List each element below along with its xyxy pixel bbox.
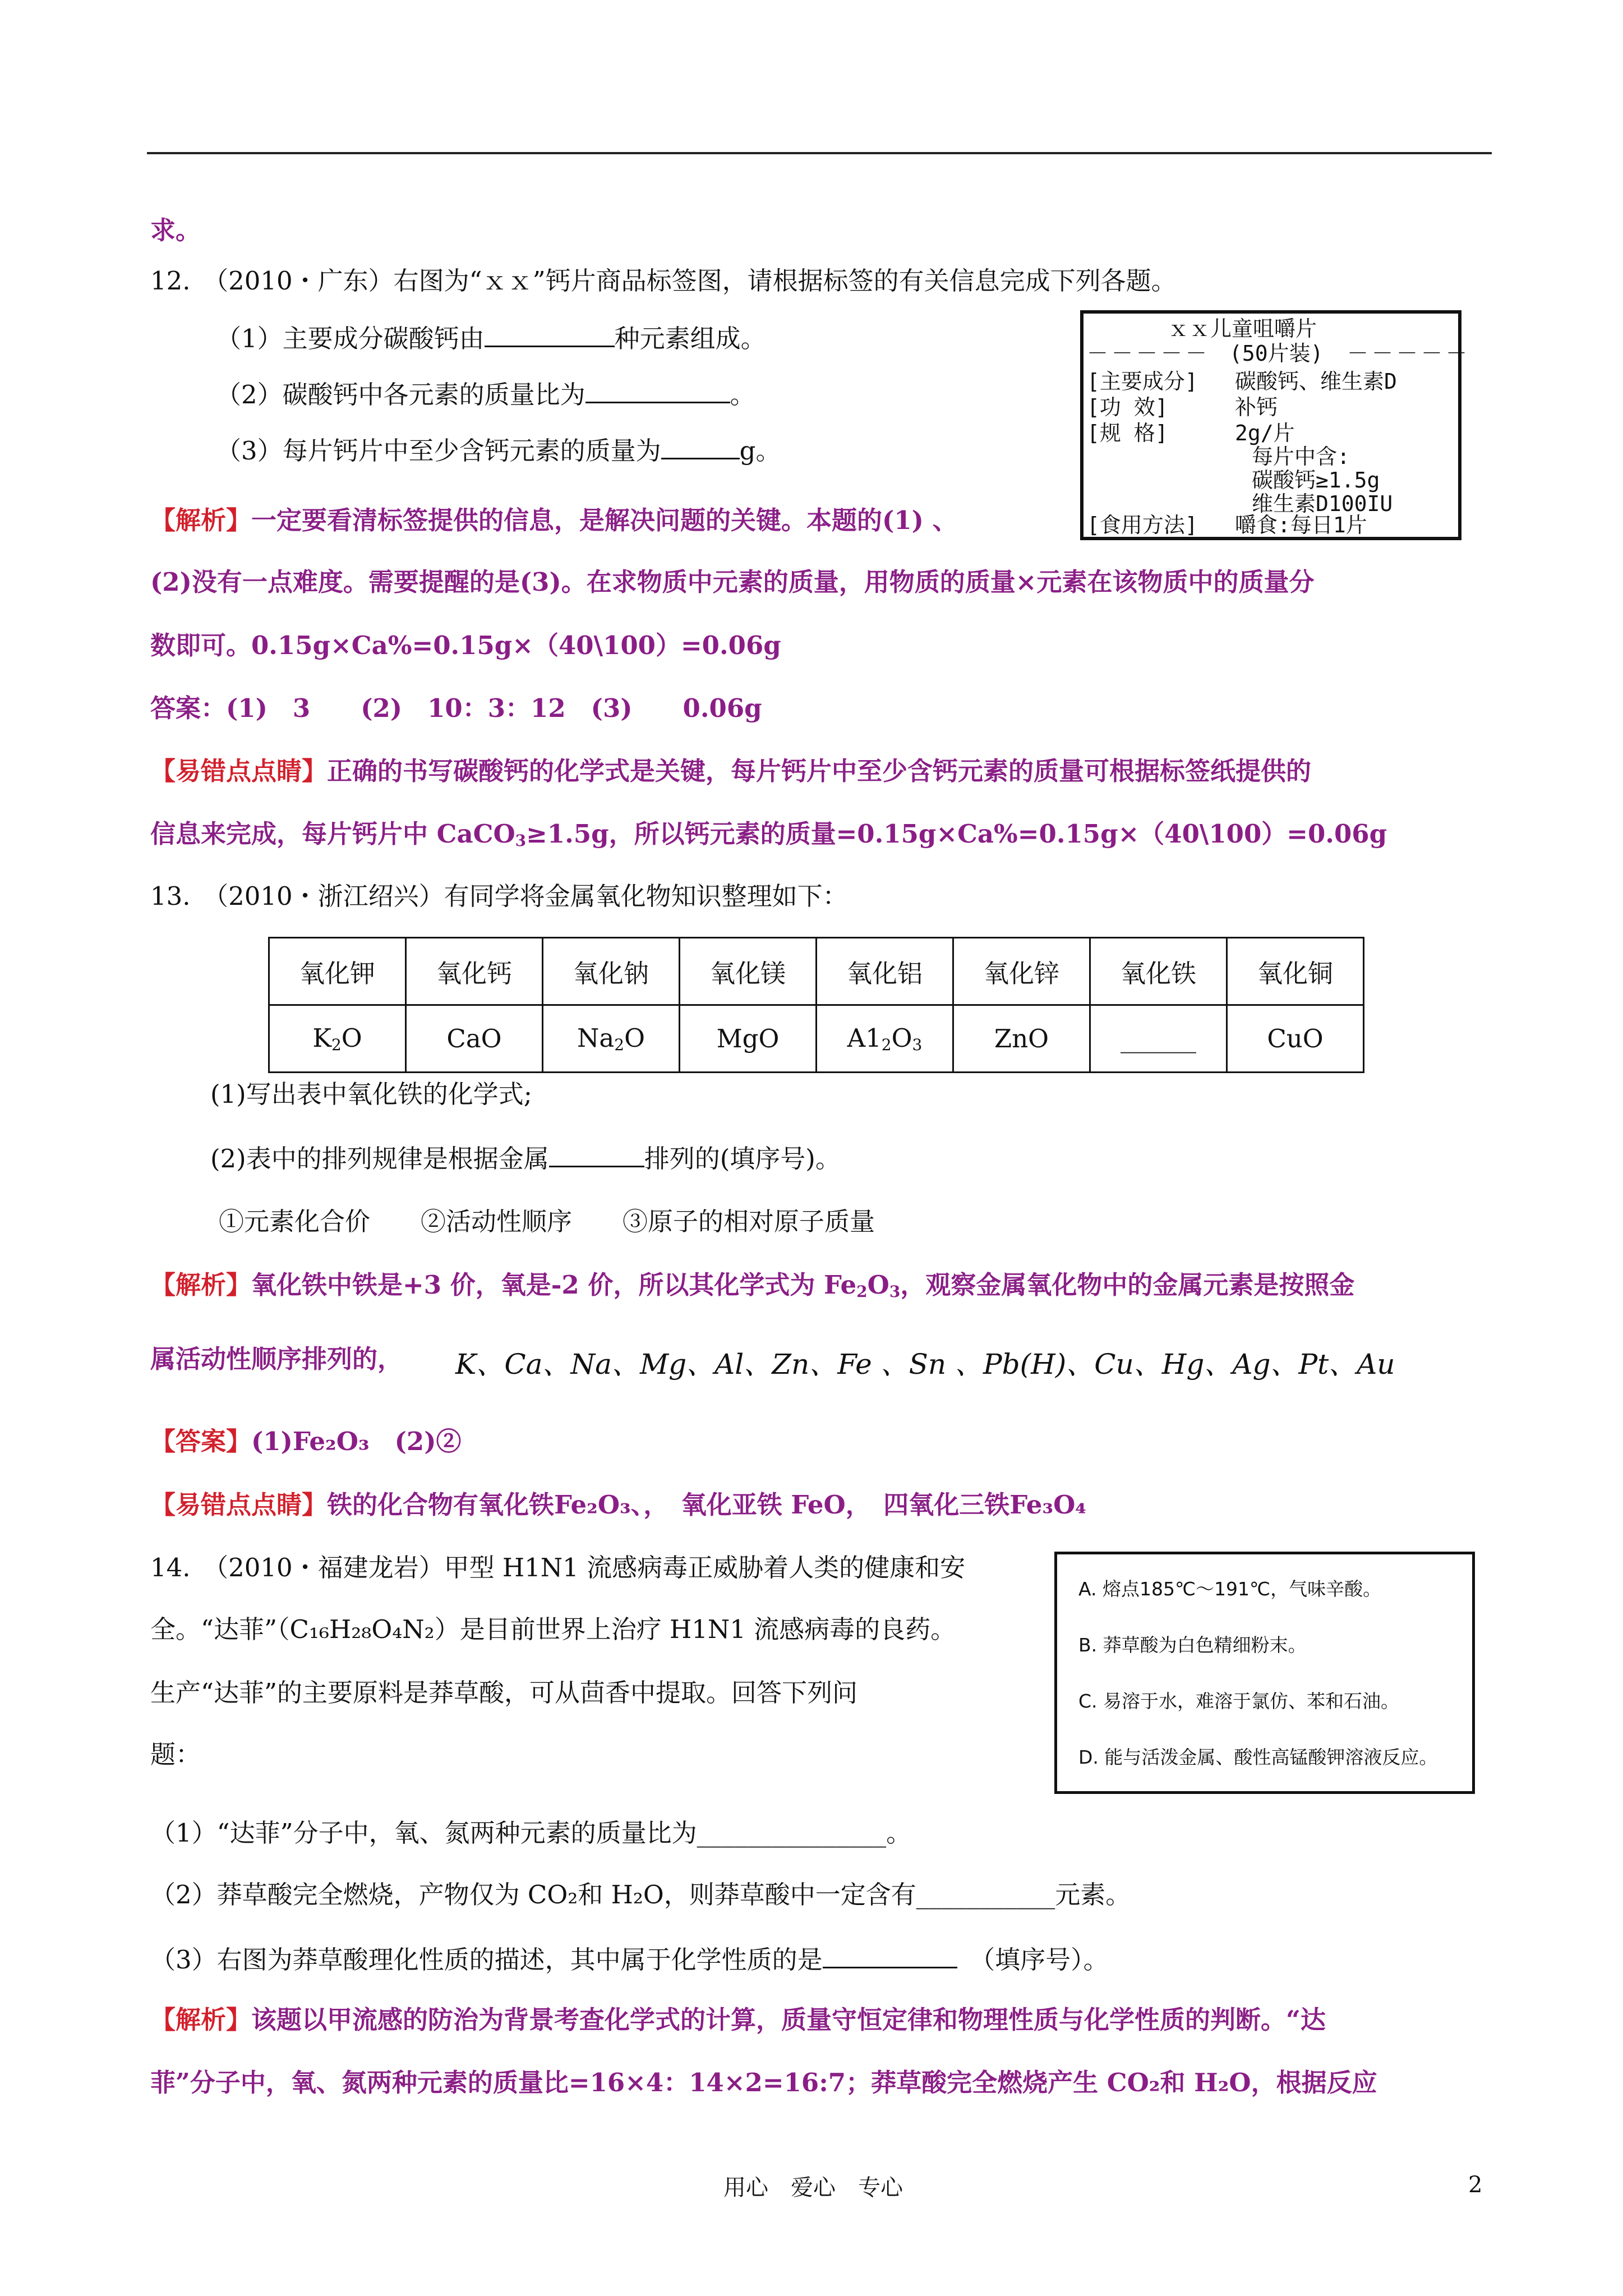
q13-tip <box>150 1490 1086 1520</box>
answer-blank[interactable] <box>549 1144 644 1167</box>
formula-sub: 2 <box>856 1282 868 1301</box>
formula-tail: O <box>891 1023 912 1053</box>
shikimic-acid-properties <box>1054 1552 1475 1794</box>
answer-tag: 【答案】 <box>150 1427 252 1456</box>
q14-stem-line3: 生产“达菲”的主要原料是莽草酸，可从茴香中提取。回答下列问 <box>150 1678 858 1708</box>
label-spec-key: [规 格] <box>1087 421 1168 445</box>
answer-blank[interactable] <box>485 324 615 347</box>
q12-part2-text: （2）碳酸钙中各元素的质量比为 <box>216 380 585 409</box>
table-cell <box>817 1005 953 1073</box>
q12-part2-tail: 。 <box>730 380 755 409</box>
q14-analysis-line1 <box>150 2005 1326 2035</box>
label-ingredient-key: [主要成分] <box>1087 369 1198 394</box>
q13-part2-tail: 排列的(填序号)。 <box>644 1144 841 1174</box>
q13-part2 <box>210 1144 841 1174</box>
table-head-cell: 氧化锌 <box>953 938 1090 1005</box>
table-head-cell: 氧化钙 <box>406 938 543 1005</box>
table-cell <box>1227 1005 1364 1073</box>
q14-analysis-text1: 该题以甲流感的防治为背景考查化学式的计算，质量守恒定律和物理性质与化学性质的判断。“达 <box>251 2005 1326 2035</box>
label-ingredient-value: 碳酸钙、维生素D <box>1235 369 1397 394</box>
label-dash-right: －－－－－ <box>1347 341 1471 366</box>
formula-sub: 2 <box>614 1036 625 1054</box>
label-caco3: 碳酸钙≥1.5g <box>1252 468 1380 493</box>
answer-blank[interactable] <box>661 436 740 459</box>
formula-main: O <box>867 1270 889 1300</box>
formula-sub: 2 <box>881 1036 892 1054</box>
q11-tail: 求。 <box>150 215 201 245</box>
formula-sub: 2 <box>331 1036 342 1054</box>
formula-tail: O <box>624 1023 645 1053</box>
tip-tag: 【易错点点睛】 <box>150 756 328 786</box>
q13-analysis-post: ，观察金属氧化物中的金属元素是按照金 <box>900 1270 1355 1300</box>
property-b: B. 莽草酸为白色精细粉末。 <box>1078 1634 1307 1656</box>
table-cell <box>269 1005 406 1073</box>
q13-analysis-text2: 属活动性顺序排列的， <box>150 1344 403 1374</box>
answer-blank[interactable] <box>585 380 730 403</box>
label-vitd: 维生素D100IU <box>1252 491 1393 516</box>
q13-part2-text: (2)表中的排列规律是根据金属 <box>210 1144 549 1174</box>
q12-part2 <box>216 380 755 407</box>
formula-main: CaO <box>446 1024 502 1053</box>
q12-part1-text: （1）主要成分碳酸钙由 <box>216 324 485 353</box>
q14-stem-line1: 14. （2010・福建龙岩）甲型 H1N1 流感病毒正威胁着人类的健康和安 <box>150 1553 966 1582</box>
q14-stem-line4: 题： <box>150 1740 201 1769</box>
q12-tip-line2 <box>150 821 1387 849</box>
label-title: ｘｘ儿童咀嚼片 <box>1168 316 1317 341</box>
q13-options: ①元素化合价 ②活动性顺序 ③原子的相对原子质量 <box>219 1207 875 1236</box>
q14-part1: （1）“达菲”分子中，氧、氮两种元素的质量比为_______________。 <box>150 1818 912 1848</box>
formula-main: ZnO <box>994 1024 1049 1053</box>
q12-tip-text1: 正确的书写碳酸钙的化学式是关键，每片钙片中至少含钙元素的质量可根据标签纸提供的 <box>327 756 1312 786</box>
activity-series: K、Ca、Na、Mg、Al、Zn、Fe 、Sn 、Pb(H)、Cu、Hg、Ag、Pt、Au <box>455 1348 1395 1381</box>
label-effect-value: 补钙 <box>1235 395 1278 420</box>
table-cell[interactable] <box>1090 1005 1227 1073</box>
q12-part3 <box>216 436 781 466</box>
q13-part1: (1)写出表中氧化铁的化学式; <box>210 1079 532 1109</box>
table-cell <box>953 1005 1090 1073</box>
q14-part3 <box>150 1945 1109 1975</box>
q13-answer <box>150 1429 462 1454</box>
label-spec-value: 2g/片 <box>1235 421 1295 445</box>
q12-analysis-line3: 数即可。0.15g×Ca%=0.15g×（40\100）=0.06g <box>150 631 781 660</box>
label-effect-key: [功 效] <box>1087 395 1168 420</box>
property-d: D. 能与活泼金属、酸性高锰酸钾溶液反应。 <box>1078 1746 1438 1768</box>
table-cell <box>680 1005 817 1073</box>
q14-analysis-line2: 菲”分子中，氧、氮两种元素的质量比=16×4：14×2=16:7；莽草酸完全燃烧产生 CO₂和 H₂O，根据反应 <box>150 2068 1377 2097</box>
q12-answer: 答案：(1) 3 (2) 10：3：12 (3) 0.06g <box>150 693 762 723</box>
property-c: C. 易溶于水，难溶于氯仿、苯和石油。 <box>1078 1690 1400 1712</box>
q12-tip2-pre: 信息来完成，每片钙片中 CaCO <box>150 819 515 849</box>
answer-blank[interactable] <box>823 1945 957 1968</box>
table-head-cell: 氧化铁 <box>1090 938 1227 1005</box>
q13-stem: 13. （2010・浙江绍兴）有同学将金属氧化物知识整理如下： <box>150 881 848 911</box>
label-usage-value: 嚼食:每日1片 <box>1235 513 1367 537</box>
q12-analysis-text1: 一定要看清标签提供的信息，是解决问题的关键。本题的(1) 、 <box>251 505 958 535</box>
q13-analysis-line1 <box>150 1272 1354 1300</box>
answer-blank[interactable]: ______ <box>1121 1024 1196 1053</box>
q13-answer-text: (1)Fe₂O₃ (2)② <box>251 1427 462 1456</box>
header-rule <box>147 152 1492 154</box>
formula-sub: 3 <box>889 1282 901 1301</box>
table-cell <box>543 1005 680 1073</box>
q14-part2: （2）莽草酸完全燃烧，产物仅为 CO₂和 H₂O，则莽草酸中一定含有___________元素。 <box>150 1880 1131 1910</box>
calcium-label <box>1080 310 1471 540</box>
q14-part3-tail: （填序号）。 <box>957 1945 1109 1975</box>
tip-tag: 【易错点点睛】 <box>150 1490 328 1520</box>
formula-main: CuO <box>1267 1024 1324 1053</box>
q12-analysis-line2: (2)没有一点难度。需要提醒的是(3)。在求物质中元素的质量，用物质的质量×元素在该物质中的质量分 <box>150 567 1315 597</box>
q12-part3-text: （3）每片钙片中至少含钙元素的质量为 <box>216 436 661 466</box>
table-head-row <box>269 938 1364 1005</box>
q14-part3-text: （3）右图为莽草酸理化性质的描述，其中属于化学性质的是 <box>150 1945 823 1975</box>
table-head-cell: 氧化铝 <box>817 938 953 1005</box>
q12-part1 <box>216 324 766 351</box>
label-subtitle: (50片装) <box>1229 341 1324 366</box>
formula-tail: O <box>341 1023 362 1053</box>
analysis-tag: 【解析】 <box>150 505 252 535</box>
footer-motto: 用心 爱心 专心 <box>723 2175 903 2201</box>
label-usage-key: [食用方法] <box>1087 513 1198 537</box>
table-head-cell: 氧化钠 <box>543 938 680 1005</box>
oxide-table <box>268 937 1364 1073</box>
q13-analysis-line2 <box>150 1346 403 1372</box>
q12-stem: 12. （2010・广东）右图为“ｘｘ”钙片商品标签图，请根据标签的有关信息完成下列各题。 <box>150 266 1177 296</box>
formula-main: MgO <box>716 1024 780 1053</box>
q12-tip2-post: ≥1.5g，所以钙元素的质量=0.15g×Ca%=0.15g×（40\100）=0.06g <box>526 819 1387 849</box>
property-a: A. 熔点185℃～191℃，气味辛酸。 <box>1078 1578 1382 1600</box>
table-head-cell: 氧化镁 <box>680 938 817 1005</box>
table-head-cell: 氧化铜 <box>1227 938 1364 1005</box>
analysis-tag: 【解析】 <box>150 1270 252 1300</box>
label-dash-left: －－－－－ <box>1087 341 1211 366</box>
q14-stem-line2: 全。“达菲”（C₁₆H₂₈O₄N₂）是目前世界上治疗 H1N1 流感病毒的良药。 <box>150 1614 956 1644</box>
formula-main: K <box>312 1023 331 1053</box>
formula-sub: 3 <box>912 1036 923 1054</box>
q12-part3-tail: g。 <box>739 436 781 466</box>
formula-main: Na <box>577 1023 615 1053</box>
q12-part1-tail: 种元素组成。 <box>614 324 766 353</box>
q13-analysis-pre: 氧化铁中铁是+3 价，氧是-2 价，所以其化学式为 Fe <box>251 1270 857 1300</box>
table-head-cell: 氧化钾 <box>269 938 406 1005</box>
table-row <box>269 1005 1364 1073</box>
formula-main: A1 <box>847 1023 882 1053</box>
label-per-tablet: 每片中含: <box>1252 444 1350 469</box>
q12-analysis-line1 <box>150 505 958 535</box>
table-cell <box>406 1005 543 1073</box>
q12-tip-line1 <box>150 758 1311 784</box>
page-number: 2 <box>1468 2172 1483 2198</box>
analysis-tag: 【解析】 <box>150 2005 252 2035</box>
q12-tip2-sub: 3 <box>515 831 527 850</box>
q13-tip-text: 铁的化合物有氧化铁Fe₂O₃、， 氧化亚铁 FeO， 四氧化三铁Fe₃O₄ <box>327 1490 1086 1520</box>
